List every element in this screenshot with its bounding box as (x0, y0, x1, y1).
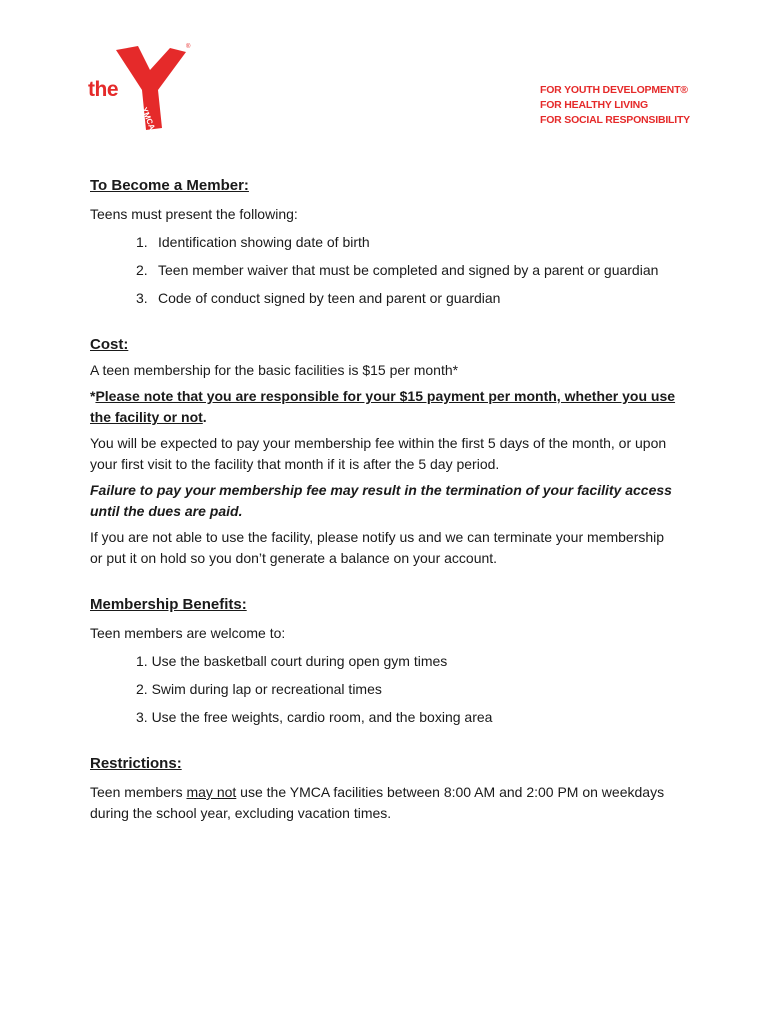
hold-paragraph: If you are not able to use the facility, please notify us and we can terminate your membership or put it on hold so you don’t generate a balance on your account. (90, 529, 665, 566)
list-item: 2. Swim during lap or recreational times (136, 681, 382, 697)
payment-timing-paragraph: You will be expected to pay your membership fee within the first 5 days of the month, or upon your first visit to the facility that month if it is after the 5 day period. (90, 435, 667, 472)
logo-registered-mark: ® (186, 44, 191, 50)
list-number: 2. (136, 262, 148, 278)
restrictions-text-start: Teen members (90, 784, 187, 800)
section-become-member (90, 176, 680, 309)
list-item: 3. Use the free weights, cardio room, and the boxing area (136, 709, 493, 725)
section-restrictions (90, 754, 680, 824)
list-number: 1. (136, 234, 148, 250)
list-text: Code of conduct signed by teen and parent or guardian (158, 290, 501, 306)
list-text: Teen member waiver that must be completed and signed by a parent or guardian (158, 262, 659, 278)
heading-cost: Cost: (90, 336, 129, 353)
document-body (90, 176, 680, 824)
cost-note-star: * (90, 388, 96, 404)
list-item (136, 288, 680, 309)
section-cost (90, 335, 680, 569)
logo-the-text: the (88, 78, 118, 101)
list-text: Identification showing date of birth (158, 234, 370, 250)
list-item: 1. Use the basketball court during open gym times (136, 653, 448, 669)
restrictions-text (90, 782, 680, 824)
heading-benefits: Membership Benefits: (90, 596, 247, 613)
heading-restrictions: Restrictions: (90, 755, 182, 772)
benefits-list (90, 651, 680, 728)
tagline-healthy-living: FOR HEALTHY LIVING (540, 99, 649, 111)
tagline-youth-development: FOR YOUTH DEVELOPMENT® (540, 84, 688, 96)
cost-note (90, 386, 680, 428)
cost-note-end: . (202, 409, 207, 425)
list-number: 3. (136, 290, 148, 306)
list-item (136, 232, 680, 253)
cost-note-text: Please note that you are responsible for your $15 payment per month, whether you use the facility or not (90, 388, 676, 425)
ymca-logo (88, 44, 196, 132)
requirements-list (90, 232, 680, 309)
restrictions-text-end: use the YMCA facilities between 8:00 AM and 2:00 PM on weekdays during the school year, excluding vacation times. (90, 784, 665, 821)
restrictions-emphasis: may not (186, 784, 237, 800)
tagline-social-responsibility: FOR SOCIAL RESPONSIBILITY (540, 114, 690, 126)
heading-become-member: To Become a Member: (90, 177, 249, 194)
cost-line: A teen membership for the basic facilities is $15 per month* (90, 362, 459, 378)
section-benefits (90, 595, 680, 728)
termination-warning: Failure to pay your membership fee may result in the termination of your facility access until the dues are paid. (90, 482, 672, 519)
list-item (136, 260, 680, 281)
benefits-intro: Teen members are welcome to: (90, 625, 286, 641)
tagline-block (540, 83, 690, 128)
become-member-intro: Teens must present the following: (90, 206, 298, 222)
logo-ymca-text: YMCA (139, 106, 157, 132)
